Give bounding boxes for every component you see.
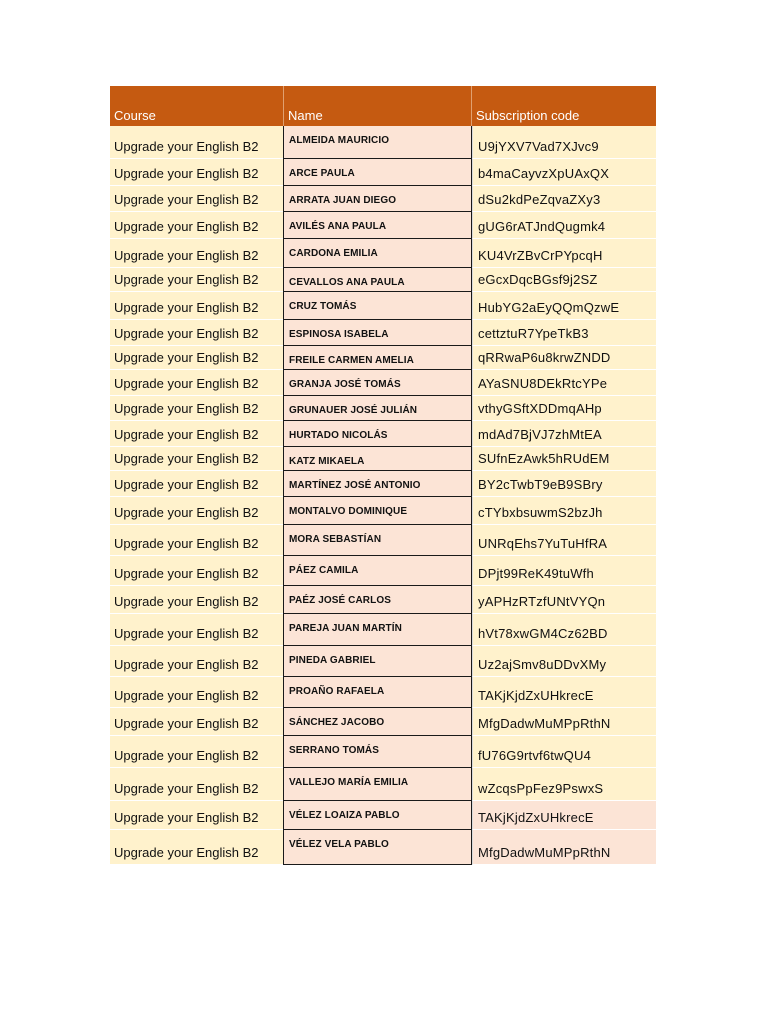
table-row (110, 212, 656, 239)
subscription-code: AYaSNU8DEkRtcYPe (478, 376, 608, 391)
subscription-code: DPjt99ReK49tuWfh (478, 566, 594, 581)
name-header: Name (288, 108, 323, 123)
student-name: PÁEZ CAMILA (289, 565, 359, 576)
name-cell (283, 292, 472, 320)
name-cell (283, 268, 472, 292)
course-label: Upgrade your English B2 (114, 166, 259, 181)
table-row (110, 646, 656, 677)
code-header: Subscription code (476, 108, 580, 123)
course-label: Upgrade your English B2 (114, 781, 259, 796)
student-name: VÉLEZ LOAIZA PABLO (289, 810, 400, 821)
table-row (110, 768, 656, 801)
student-name: MARTÍNEZ JOSÉ ANTONIO (289, 480, 421, 491)
student-name: AVILÉS ANA PAULA (289, 221, 387, 232)
course-label: Upgrade your English B2 (114, 192, 259, 207)
code-cell (472, 186, 656, 212)
name-cell (283, 471, 472, 497)
course-label: Upgrade your English B2 (114, 477, 259, 492)
student-name: SÁNCHEZ JACOBO (289, 717, 385, 728)
course-label: Upgrade your English B2 (114, 748, 259, 763)
code-cell (472, 421, 656, 447)
code-cell (472, 614, 656, 646)
course-cell (110, 708, 283, 736)
code-cell (472, 801, 656, 830)
subscription-code: mdAd7BjVJ7zhMtEA (478, 427, 602, 442)
subscription-code: vthyGSftXDDmqAHp (478, 401, 602, 416)
subscription-code: fU76G9rtvf6twQU4 (478, 748, 592, 763)
subscription-code: MfgDadwMuMPpRthN (478, 716, 611, 731)
table-row (110, 801, 656, 830)
course-cell (110, 268, 283, 292)
course-cell (110, 471, 283, 497)
subscription-code: HubYG2aEyQQmQzwE (478, 300, 620, 315)
table-row (110, 346, 656, 370)
course-cell (110, 525, 283, 556)
table-row (110, 186, 656, 212)
student-name: KATZ MIKAELA (289, 456, 365, 467)
name-cell (283, 421, 472, 447)
course-cell (110, 677, 283, 708)
course-cell (110, 396, 283, 421)
code-cell (472, 646, 656, 677)
subscription-code: Uz2ajSmv8uDDvXMy (478, 657, 607, 672)
subscription-code: TAKjKjdZxUHkrecE (478, 810, 594, 825)
table-row (110, 677, 656, 708)
table-row (110, 447, 656, 471)
course-label: Upgrade your English B2 (114, 248, 259, 263)
course-cell (110, 320, 283, 346)
course-cell (110, 239, 283, 268)
subscription-code: qRRwaP6u8krwZNDD (478, 350, 611, 365)
subscription-code: SUfnEzAwk5hRUdEM (478, 451, 610, 466)
table-row (110, 239, 656, 268)
header-row (110, 86, 656, 126)
course-cell (110, 126, 283, 159)
subscription-code: dSu2kdPeZqvaZXy3 (478, 192, 601, 207)
course-label: Upgrade your English B2 (114, 326, 259, 341)
code-cell (472, 525, 656, 556)
student-name: VÉLEZ VELA PABLO (289, 839, 389, 850)
code-cell (472, 471, 656, 497)
name-cell (283, 396, 472, 421)
course-label: Upgrade your English B2 (114, 716, 259, 731)
name-cell (283, 768, 472, 801)
course-cell (110, 370, 283, 396)
table-row (110, 126, 656, 159)
course-cell (110, 768, 283, 801)
name-cell (283, 830, 472, 865)
course-cell (110, 614, 283, 646)
course-label: Upgrade your English B2 (114, 376, 259, 391)
name-cell (283, 186, 472, 212)
student-name: CEVALLOS ANA PAULA (289, 277, 405, 288)
student-name: FREILE CARMEN AMELIA (289, 355, 414, 366)
course-cell (110, 586, 283, 614)
course-cell (110, 830, 283, 865)
name-cell (283, 126, 472, 159)
course-header: Course (114, 108, 156, 123)
table-row (110, 497, 656, 525)
student-name: GRANJA JOSÉ TOMÁS (289, 379, 401, 390)
student-name: VALLEJO MARÍA EMILIA (289, 777, 409, 788)
code-cell (472, 447, 656, 471)
code-cell (472, 126, 656, 159)
course-label: Upgrade your English B2 (114, 657, 259, 672)
subscription-code: b4maCayvzXpUAxQX (478, 166, 610, 181)
name-cell (283, 677, 472, 708)
student-name: ESPINOSA ISABELA (289, 329, 389, 340)
code-cell (472, 830, 656, 865)
student-name: PINEDA GABRIEL (289, 655, 376, 666)
course-label: Upgrade your English B2 (114, 626, 259, 641)
table-body (110, 126, 656, 865)
code-cell (472, 370, 656, 396)
table-row (110, 830, 656, 865)
course-label: Upgrade your English B2 (114, 688, 259, 703)
student-name: HURTADO NICOLÁS (289, 430, 388, 441)
subscription-code: yAPHzRTzfUNtVYQn (478, 594, 606, 609)
code-cell (472, 396, 656, 421)
subscription-code: cettztuR7YpeTkB3 (478, 326, 589, 341)
course-label: Upgrade your English B2 (114, 139, 259, 154)
student-name: CARDONA EMILIA (289, 248, 378, 259)
subscription-code: MfgDadwMuMPpRthN (478, 845, 611, 860)
student-name: MONTALVO DOMINIQUE (289, 506, 408, 517)
course-label: Upgrade your English B2 (114, 566, 259, 581)
course-cell (110, 801, 283, 830)
name-cell (283, 801, 472, 830)
name-cell (283, 586, 472, 614)
student-name: PAREJA JUAN MARTÍN (289, 623, 402, 634)
student-name: GRUNAUER JOSÉ JULIÁN (289, 405, 418, 416)
student-name: PROAÑO RAFAELA (289, 686, 385, 697)
table-row (110, 471, 656, 497)
name-cell (283, 370, 472, 396)
subscription-code: gUG6rATJndQugmk4 (478, 219, 606, 234)
table-row (110, 396, 656, 421)
name-cell (283, 614, 472, 646)
code-cell (472, 768, 656, 801)
name-cell (283, 212, 472, 239)
name-cell (283, 239, 472, 268)
subscription-code: hVt78xwGM4Cz62BD (478, 626, 608, 641)
code-cell (472, 268, 656, 292)
course-cell (110, 421, 283, 447)
table-row (110, 736, 656, 768)
name-cell (283, 736, 472, 768)
name-header-cell (283, 86, 472, 126)
course-label: Upgrade your English B2 (114, 594, 259, 609)
table-row (110, 556, 656, 586)
code-cell (472, 346, 656, 370)
subscription-code: eGcxDqcBGsf9j2SZ (478, 272, 598, 287)
course-label: Upgrade your English B2 (114, 845, 259, 860)
table-row (110, 292, 656, 320)
subscription-code: UNRqEhs7YuTuHfRA (478, 536, 608, 551)
name-cell (283, 708, 472, 736)
course-label: Upgrade your English B2 (114, 272, 259, 287)
name-cell (283, 320, 472, 346)
name-cell (283, 346, 472, 370)
course-label: Upgrade your English B2 (114, 427, 259, 442)
course-cell (110, 292, 283, 320)
subscription-code: cTYbxbsuwmS2bzJh (478, 505, 603, 520)
code-cell (472, 292, 656, 320)
spreadsheet-table (110, 86, 656, 865)
subscription-code: wZcqsPpFez9PswxS (478, 781, 604, 796)
subscription-code: U9jYXV7Vad7XJvc9 (478, 139, 599, 154)
course-cell (110, 556, 283, 586)
table-row (110, 586, 656, 614)
table-row (110, 614, 656, 646)
course-header-cell (110, 86, 283, 126)
student-name: CRUZ TOMÁS (289, 301, 357, 312)
course-label: Upgrade your English B2 (114, 810, 259, 825)
subscription-code: KU4VrZBvCrPYpcqH (478, 248, 603, 263)
table-row (110, 421, 656, 447)
course-cell (110, 447, 283, 471)
subscription-code: TAKjKjdZxUHkrecE (478, 688, 594, 703)
code-cell (472, 708, 656, 736)
student-name: ALMEIDA MAURICIO (289, 135, 390, 146)
name-cell (283, 525, 472, 556)
name-cell (283, 556, 472, 586)
student-name: ARCE PAULA (289, 168, 355, 179)
student-name: PAÉZ JOSÉ CARLOS (289, 595, 391, 606)
course-label: Upgrade your English B2 (114, 451, 259, 466)
course-label: Upgrade your English B2 (114, 401, 259, 416)
course-label: Upgrade your English B2 (114, 300, 259, 315)
table-row (110, 159, 656, 186)
name-cell (283, 447, 472, 471)
code-cell (472, 212, 656, 239)
subscription-code: BY2cTwbT9eB9SBry (478, 477, 603, 492)
code-cell (472, 556, 656, 586)
course-cell (110, 346, 283, 370)
student-name: MORA SEBASTÍAN (289, 534, 382, 545)
code-cell (472, 586, 656, 614)
name-cell (283, 159, 472, 186)
name-cell (283, 646, 472, 677)
course-cell (110, 159, 283, 186)
course-cell (110, 186, 283, 212)
code-cell (472, 677, 656, 708)
table-row (110, 525, 656, 556)
course-cell (110, 497, 283, 525)
student-name: ARRATA JUAN DIEGO (289, 195, 397, 206)
name-cell (283, 497, 472, 525)
student-name: SERRANO TOMÁS (289, 745, 380, 756)
code-header-cell (472, 86, 656, 126)
code-cell (472, 239, 656, 268)
course-label: Upgrade your English B2 (114, 505, 259, 520)
table-row (110, 320, 656, 346)
code-cell (472, 736, 656, 768)
course-cell (110, 212, 283, 239)
table-row (110, 370, 656, 396)
course-label: Upgrade your English B2 (114, 219, 259, 234)
course-cell (110, 736, 283, 768)
code-cell (472, 497, 656, 525)
course-label: Upgrade your English B2 (114, 350, 259, 365)
course-cell (110, 646, 283, 677)
code-cell (472, 320, 656, 346)
table-row (110, 268, 656, 292)
table-row (110, 708, 656, 736)
course-label: Upgrade your English B2 (114, 536, 259, 551)
code-cell (472, 159, 656, 186)
